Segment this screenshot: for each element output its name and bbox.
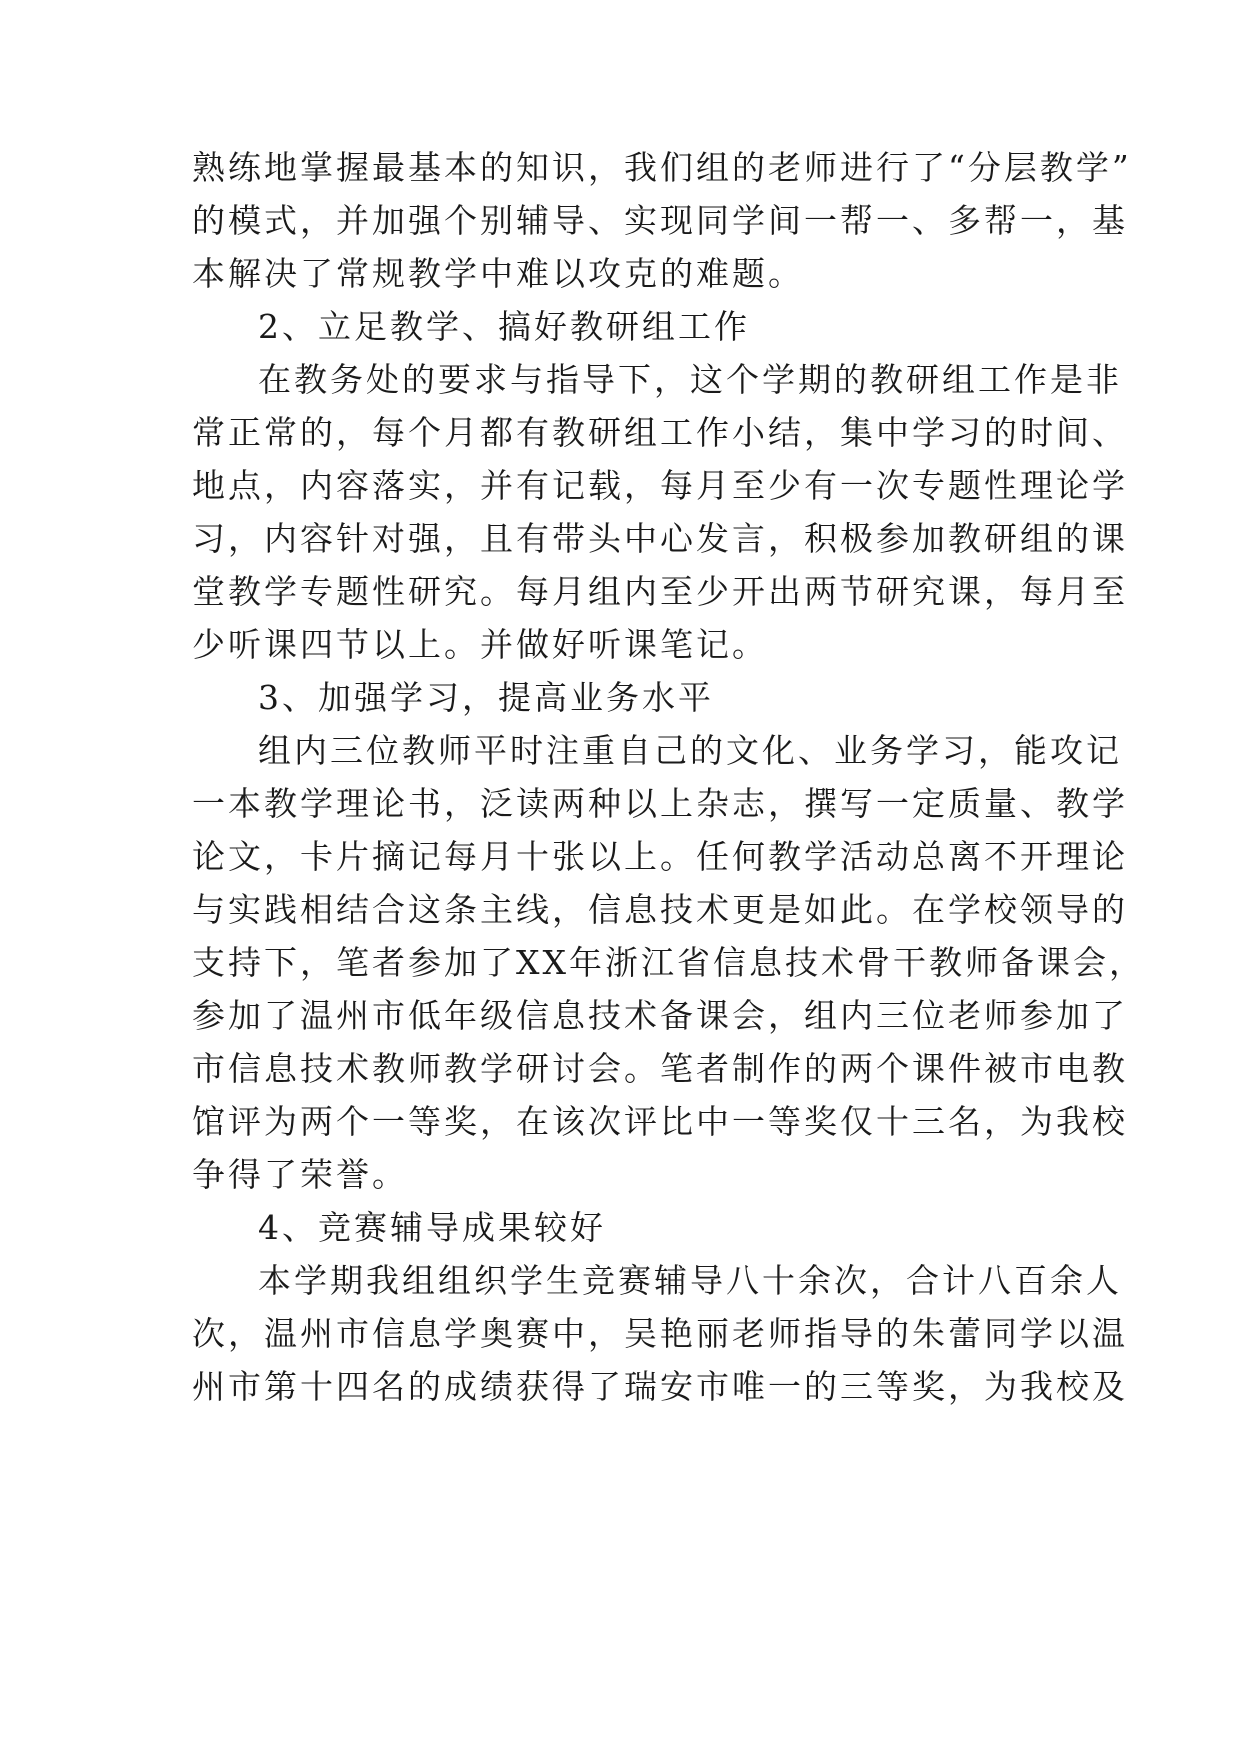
section-heading: 4、竞赛辅导成果较好 (258, 1208, 606, 1247)
paragraph-line: 本解决了常规教学中难以攻克的难题。 (192, 254, 804, 293)
paragraph-line: 少听课四节以上。并做好听课笔记。 (192, 625, 768, 664)
paragraph-line: 与实践相结合这条主线，信息技术更是如此。在学校领导的 (192, 890, 1128, 929)
paragraph-line: 常正常的，每个月都有教研组工作小结，集中学习的时间、 (192, 413, 1128, 452)
paragraph-line: 州市第十四名的成绩获得了瑞安市唯一的三等奖，为我校及 (192, 1367, 1128, 1406)
paragraph-line: 参加了温州市低年级信息技术备课会，组内三位老师参加了 (192, 996, 1128, 1035)
paragraph-line: 争得了荣誉。 (192, 1155, 408, 1194)
paragraph-line: 支持下，笔者参加了XX年浙江省信息技术骨干教师备课会， (192, 943, 1145, 982)
section-heading: 2、立足教学、搞好教研组工作 (258, 307, 750, 346)
paragraph-line: 一本教学理论书，泛读两种以上杂志，撰写一定质量、教学 (192, 784, 1128, 823)
paragraph-line: 在教务处的要求与指导下，这个学期的教研组工作是非 (258, 360, 1122, 399)
paragraph-line: 的模式，并加强个别辅导、实现同学间一帮一、多帮一，基 (192, 201, 1128, 240)
paragraph-line: 论文，卡片摘记每月十张以上。任何教学活动总离不开理论 (192, 837, 1128, 876)
paragraph-line: 本学期我组组织学生竞赛辅导八十余次，合计八百余人 (258, 1261, 1122, 1300)
paragraph-line: 习，内容针对强，且有带头中心发言，积极参加教研组的课 (192, 519, 1128, 558)
paragraph-line: 熟练地掌握最基本的知识，我们组的老师进行了“分层教学” (192, 148, 1132, 187)
paragraph-line: 堂教学专题性研究。每月组内至少开出两节研究课，每月至 (192, 572, 1128, 611)
paragraph-line: 次，温州市信息学奥赛中，吴艳丽老师指导的朱蕾同学以温 (192, 1314, 1128, 1353)
paragraph-line: 组内三位教师平时注重自己的文化、业务学习，能攻记 (258, 731, 1122, 770)
section-heading: 3、加强学习，提高业务水平 (258, 678, 714, 717)
paragraph-line: 地点，内容落实，并有记载，每月至少有一次专题性理论学 (192, 466, 1128, 505)
paragraph-line: 市信息技术教师教学研讨会。笔者制作的两个课件被市电教 (192, 1049, 1128, 1088)
paragraph-line: 馆评为两个一等奖，在该次评比中一等奖仅十三名，为我校 (192, 1102, 1128, 1141)
